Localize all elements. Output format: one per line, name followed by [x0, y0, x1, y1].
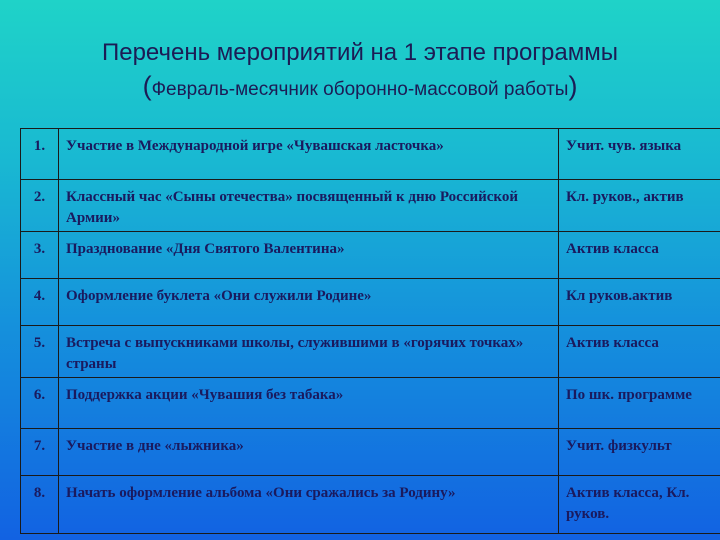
responsible-cell: Актив класса	[559, 231, 720, 278]
subtitle-close-paren: )	[568, 71, 578, 101]
event-cell: Поддержка акции «Чувашия без табака»	[59, 377, 559, 428]
table-row	[21, 476, 720, 534]
responsible-cell: Кл руков.актив	[559, 279, 720, 326]
slide-subtitle	[0, 70, 720, 106]
table-row	[21, 326, 720, 377]
events-table	[20, 128, 720, 534]
row-number: 7.	[21, 429, 59, 476]
table-row	[21, 231, 720, 278]
responsible-cell: Актив класса, Кл. руков.	[559, 476, 720, 534]
subtitle-text: Февраль-месячник оборонно-массовой работы	[151, 79, 569, 100]
responsible-cell: По шк. программе	[559, 377, 720, 428]
event-cell: Участие в Международной игре «Чувашская ласточка»	[59, 129, 559, 180]
row-number: 8.	[21, 476, 59, 534]
row-number: 2.	[21, 180, 59, 231]
table-row	[21, 279, 720, 326]
subtitle-open-paren: (	[142, 71, 152, 101]
row-number: 5.	[21, 326, 59, 377]
slide-title-block	[0, 36, 720, 106]
event-cell: Участие в дне «лыжника»	[59, 429, 559, 476]
row-number: 3.	[21, 231, 59, 278]
responsible-cell: Учит. чув. языка	[559, 129, 720, 180]
event-cell: Оформление буклета «Они служили Родине»	[59, 279, 559, 326]
row-number: 6.	[21, 377, 59, 428]
table-row	[21, 180, 720, 231]
event-cell: Классный час «Сыны отечества» посвященный к дню Российской Армии»	[59, 180, 559, 231]
event-cell: Встреча с выпускниками школы, служившими в «горячих точках» страны	[59, 326, 559, 377]
responsible-cell: Актив класса	[559, 326, 720, 377]
responsible-cell: Кл. руков., актив	[559, 180, 720, 231]
row-number: 1.	[21, 129, 59, 180]
row-number: 4.	[21, 279, 59, 326]
table-row	[21, 377, 720, 428]
event-cell: Начать оформление альбома «Они сражались за Родину»	[59, 476, 559, 534]
table-row	[21, 129, 720, 180]
event-cell: Празднование «Дня Святого Валентина»	[59, 231, 559, 278]
table-row	[21, 429, 720, 476]
slide-title: Перечень мероприятий на 1 этапе программы	[101, 39, 618, 66]
responsible-cell: Учит. физкульт	[559, 429, 720, 476]
